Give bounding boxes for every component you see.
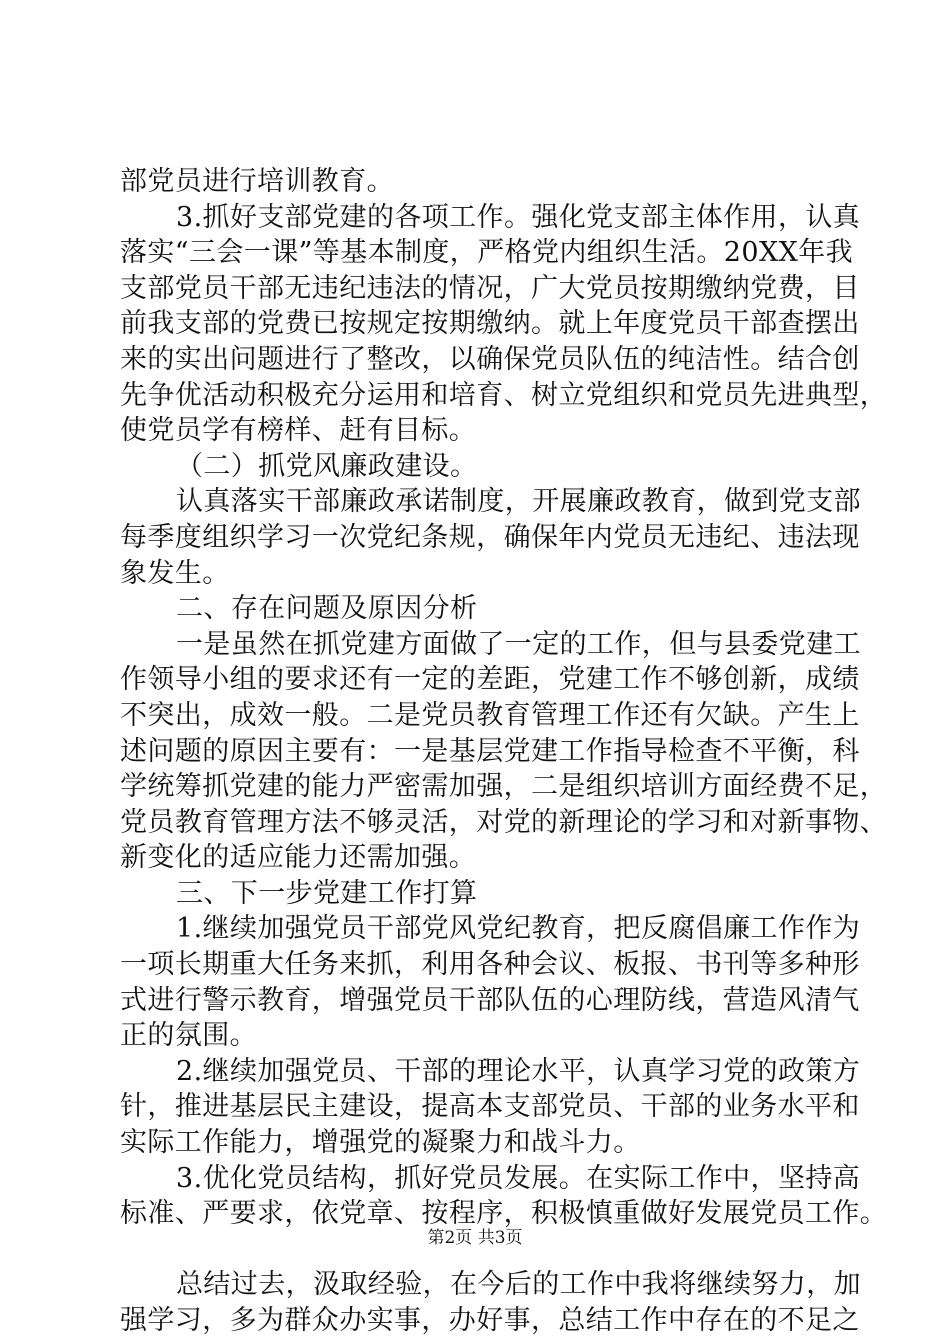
- text-line: 1.继续加强党员干部党风党纪教育，把反腐倡廉工作作为: [176, 913, 861, 945]
- text-line: 部党员进行培训教育。: [120, 166, 394, 197]
- text-line: 正的氛围。: [120, 1020, 257, 1052]
- text-line: 一项长期重大任务来抓，利用各种会议、板报、书刊等多种形: [120, 949, 860, 981]
- text-line: 党员教育管理方法不够灵活，对党的新理论的学习和对新事物、: [120, 806, 888, 838]
- section-heading: 三、下一步党建工作打算: [176, 877, 478, 909]
- text-line: 学统筹抓党建的能力严密需加强，二是组织培训方面经费不足，: [120, 771, 888, 803]
- text-line: 作领导小组的要求还有一定的差距，党建工作不够创新，成绩: [120, 664, 860, 696]
- text-line: 前我支部的党费已按规定按期缴纳。就上年度党员干部查摆出: [120, 308, 860, 340]
- text-line: 先争优活动积极充分运用和培育、树立党组织和党员先进典型，: [120, 379, 888, 411]
- text-line: 述问题的原因主要有：一是基层党建工作指导检查不平衡，科: [120, 735, 860, 767]
- text-line: 3.优化党员结构，抓好党员发展。在实际工作中，坚持高: [176, 1162, 861, 1194]
- document-body: [120, 164, 888, 1339]
- page-footer: [0, 1227, 950, 1249]
- text-line: 新变化的适应能力还需加强。: [120, 842, 477, 874]
- text-line: 式进行警示教育，增强党员干部队伍的心理防线，营造风清气: [120, 984, 860, 1016]
- text-line: 不突出，成效一般。二是党员教育管理工作还有欠缺。产生上: [120, 699, 860, 731]
- text-line: 强学习，多为群众办实事，办好事，总结工作中存在的不足之: [120, 1305, 860, 1336]
- text-line: 支部党员干部无违纪违法的情况，广大党员按期缴纳党费，目: [120, 272, 860, 304]
- text-line: 来的实出问题进行了整改，以确保党员队伍的纯洁性。结合创: [120, 343, 860, 375]
- text-line: 实际工作能力，增强党的凝聚力和战斗力。: [120, 1127, 641, 1159]
- section-heading: （二）抓党风廉政建设。: [176, 450, 478, 482]
- text-line: 3.抓好支部党建的各项工作。强化党支部主体作用，认真: [176, 201, 861, 233]
- text-line: 标准、严要求，依党章、按程序，积极慎重做好发展党员工作。: [120, 1198, 888, 1230]
- text-line: 总结过去，汲取经验，在今后的工作中我将继续努力，加: [176, 1269, 861, 1301]
- text-line: 认真落实干部廉政承诺制度，开展廉政教育，做到党支部: [176, 486, 861, 518]
- text-line: 2.继续加强党员、干部的理论水平，认真学习党的政策方: [176, 1055, 861, 1087]
- text-line: 使党员学有榜样、赶有目标。: [120, 415, 477, 447]
- text-line: 落实“三会一课”等基本制度，严格党内组织生活。20XX年我: [120, 237, 854, 269]
- text-line: 每季度组织学习一次党纪条规，确保年内党员无违纪、违法现: [120, 521, 860, 553]
- text-line: 一是虽然在抓党建方面做了一定的工作，但与县委党建工: [176, 628, 861, 660]
- text-line: 象发生。: [120, 557, 230, 589]
- section-heading: 二、存在问题及原因分析: [176, 593, 478, 625]
- page-number: 第2页 共3页: [427, 1228, 523, 1248]
- text-line: 针，推进基层民主建设，提高本支部党员、干部的业务水平和: [120, 1091, 860, 1123]
